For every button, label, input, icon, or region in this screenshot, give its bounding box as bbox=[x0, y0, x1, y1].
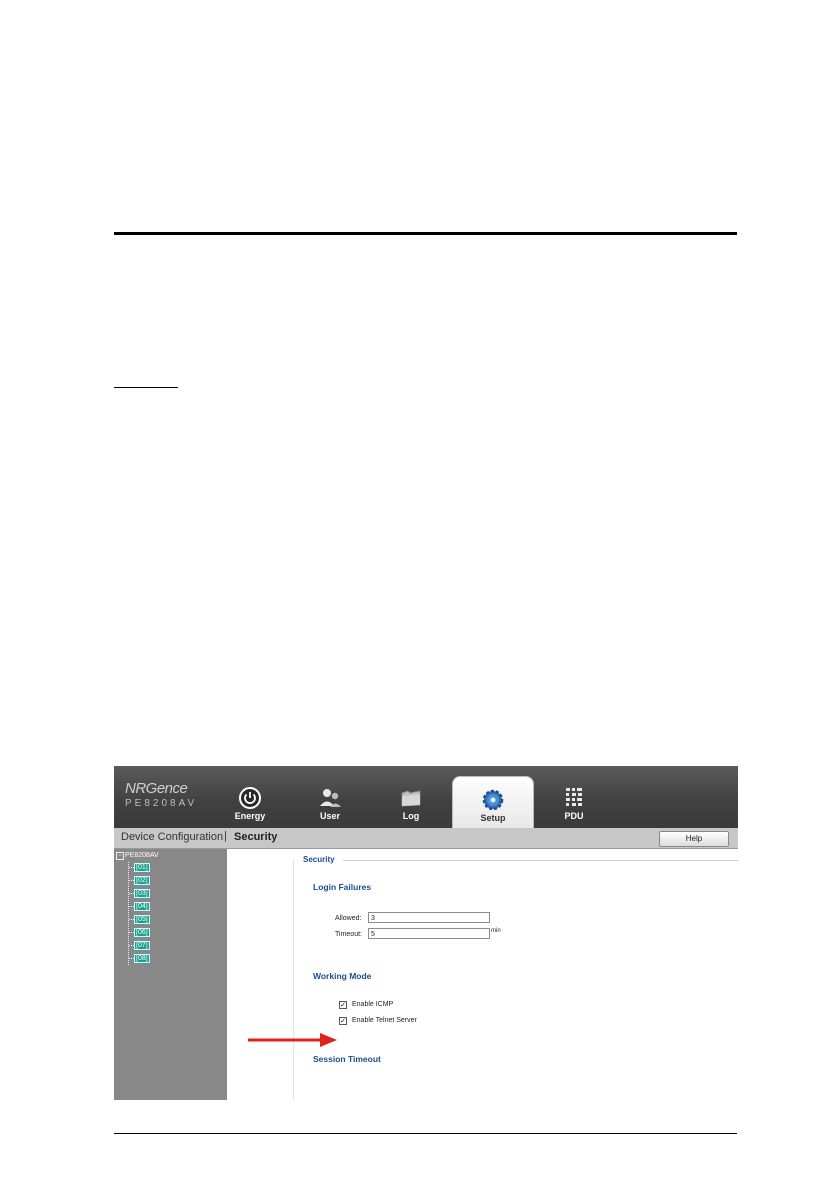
tree-item-label: [02] bbox=[136, 877, 148, 884]
screenshot-figure bbox=[114, 766, 738, 1100]
enable-icmp-label: Enable ICMP bbox=[352, 1001, 394, 1008]
bottom-rule bbox=[114, 1133, 737, 1134]
tree-item[interactable] bbox=[129, 955, 150, 962]
breadcrumb-separator: | bbox=[224, 830, 227, 842]
tab-log-label: Log bbox=[402, 811, 420, 821]
panel-divider bbox=[293, 859, 294, 1100]
timeout-input[interactable]: 5 bbox=[368, 928, 490, 939]
pdu-grid-icon bbox=[562, 786, 586, 810]
brand-model: PE8208AV bbox=[125, 798, 198, 809]
tab-energy-label: Energy bbox=[234, 811, 266, 821]
enable-telnet-label: Enable Telnet Server bbox=[352, 1017, 417, 1024]
tree-item-label: [08] bbox=[136, 955, 148, 962]
power-icon bbox=[238, 786, 262, 810]
users-icon bbox=[318, 786, 342, 810]
enable-telnet-checkbox[interactable]: ✓ bbox=[340, 1018, 346, 1025]
tab-setup-label: Setup bbox=[480, 813, 506, 823]
top-header-bar bbox=[114, 766, 738, 828]
security-settings-panel bbox=[227, 849, 738, 1100]
tree-item[interactable] bbox=[129, 877, 150, 884]
folder-icon bbox=[399, 786, 423, 810]
tab-setup[interactable] bbox=[452, 776, 534, 829]
tree-item-label: [01] bbox=[136, 864, 148, 871]
login-failures-heading: Login Failures bbox=[313, 882, 372, 892]
allowed-label: Allowed: bbox=[335, 915, 362, 922]
collapse-icon[interactable]: − bbox=[116, 852, 124, 860]
tree-item-label: [07] bbox=[136, 942, 148, 949]
timeout-label: Timeout: bbox=[335, 931, 362, 938]
tree-item[interactable] bbox=[129, 890, 150, 897]
tab-user-label: User bbox=[319, 811, 340, 821]
tree-item-label: [06] bbox=[136, 929, 148, 936]
gear-icon bbox=[481, 788, 505, 812]
tab-pdu[interactable] bbox=[534, 766, 614, 828]
tree-item-label: [05] bbox=[136, 916, 148, 923]
breadcrumb-parent[interactable]: Device Configuration bbox=[121, 831, 224, 843]
tree-root[interactable] bbox=[116, 852, 159, 860]
top-rule bbox=[114, 232, 737, 235]
tree-item[interactable] bbox=[129, 903, 150, 910]
enable-icmp-checkbox[interactable]: ✓ bbox=[340, 1002, 346, 1009]
tab-energy[interactable] bbox=[210, 766, 290, 828]
brand-name: NRGence bbox=[125, 780, 188, 797]
working-mode-heading: Working Mode bbox=[313, 971, 372, 981]
session-timeout-heading: Session Timeout bbox=[313, 1054, 381, 1064]
section-title: Security bbox=[303, 855, 335, 864]
timeout-unit: min bbox=[491, 928, 501, 934]
tree-root-label: PE8208AV bbox=[125, 852, 159, 859]
tree-item-label: [03] bbox=[136, 890, 148, 897]
tree-item[interactable] bbox=[129, 916, 150, 923]
tree-item-label: [04] bbox=[136, 903, 148, 910]
breadcrumb bbox=[114, 828, 738, 849]
tree-item[interactable] bbox=[129, 942, 150, 949]
tree-item[interactable] bbox=[129, 864, 150, 871]
tree-item[interactable] bbox=[129, 929, 150, 936]
red-arrow-icon bbox=[248, 1032, 338, 1048]
tab-user[interactable] bbox=[290, 766, 370, 828]
short-underline bbox=[114, 387, 178, 388]
section-rule bbox=[343, 860, 738, 861]
help-button[interactable]: Help bbox=[659, 831, 729, 847]
brand-logo bbox=[125, 780, 197, 809]
device-tree-sidebar bbox=[114, 849, 227, 1100]
tab-log[interactable] bbox=[371, 766, 451, 828]
allowed-input[interactable]: 3 bbox=[368, 912, 490, 923]
breadcrumb-current: Security bbox=[234, 831, 278, 843]
tab-pdu-label: PDU bbox=[564, 811, 584, 821]
